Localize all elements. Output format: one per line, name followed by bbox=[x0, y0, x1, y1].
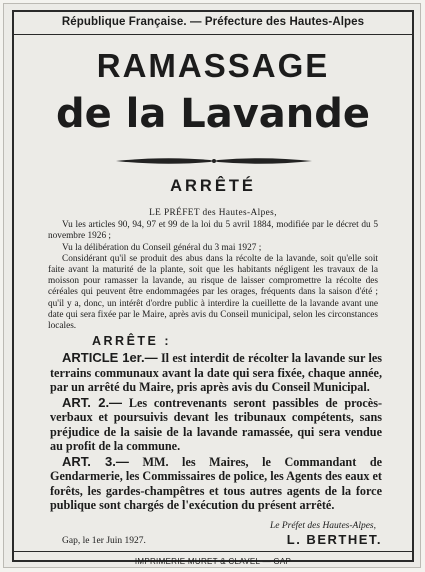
poster-header: République Française. — Préfecture des Hautes-Alpes bbox=[61, 16, 365, 28]
article-3-text: MM. les Maires, le Commandant de Gendarmerie, les Commissaires de police, les Agents des eaux et forêts, les gardes-champêtres et tous autres agents de la force publique sont chargés de l'exécution du présent arrêté. bbox=[50, 454, 383, 512]
footer-rule bbox=[14, 551, 412, 552]
poster-sheet bbox=[3, 3, 421, 568]
signature-title: Le Préfet des Hautes-Alpes, bbox=[269, 521, 376, 531]
article-3-label: ART. 3.— bbox=[62, 453, 129, 469]
article-3 bbox=[50, 455, 382, 513]
preamble bbox=[48, 208, 378, 332]
title-lavande: de la Lavande bbox=[55, 91, 371, 137]
articles bbox=[50, 351, 382, 514]
date-line: Gap, le 1er Juin 1927. bbox=[62, 536, 146, 546]
arrete-heading: ARRÊTÉ bbox=[170, 177, 256, 195]
ornament-divider bbox=[114, 154, 314, 168]
arrete-subheading: ARRÊTE : bbox=[92, 334, 172, 348]
article-1-text: Il est interdit de récolter la lavande sur les terrains communaux avant la date qui sera fixée, chaque année, par un arrêté du Maire, pris après avis du Conseil Municipal. bbox=[50, 351, 382, 394]
article-2-text: Les contrevenants seront passibles de procès-verbaux et poursuivis devant les tribunaux compétents, sans préjudice de la saisie de la lavande ramassée, qui sera vendue au profit de la commune. bbox=[50, 395, 383, 453]
header-rule bbox=[14, 34, 412, 35]
poster-frame bbox=[12, 10, 414, 566]
title-ramassage: RAMASSAGE bbox=[96, 47, 330, 84]
article-1 bbox=[50, 351, 382, 395]
considerant-1: Vu les articles 90, 94, 97 et 99 de la loi du 5 avril 1884, modifiée par le décret du 5 novembre 1926 ; bbox=[48, 220, 378, 242]
considerant-3: Considérant qu'il se produit des abus dans la récolte de la lavande, soit qu'elle soit faite avant la maturité de la plante, soit que les habitants négligent les travaux de la moisson pour ramasser la lavande, au risque de laisser compromettre la récolte des céréales qui peuvent être endommagées par les orages, fréquents dans la saison d'été ; qu'il y a, donc, un intérêt d'ordre public à interdire la cueillette de la lavande avant une date qui sera fixée par le Maire, après avis du Conseil municipal, selon les circonstances locales. bbox=[48, 253, 378, 332]
article-2 bbox=[50, 396, 382, 454]
printer-footer: IMPRIMERIE MURET & CLAVEL — GAP bbox=[134, 557, 292, 566]
considerant-2: Vu la délibération du Conseil général du 3 mai 1927 ; bbox=[62, 242, 262, 253]
prefet-line: LE PRÉFET des Hautes-Alpes, bbox=[149, 208, 277, 218]
signature-name: L. BERTHET. bbox=[286, 532, 382, 547]
article-2-label: ART. 2.— bbox=[62, 394, 123, 410]
article-1-label: ARTICLE 1er.— bbox=[62, 350, 158, 365]
